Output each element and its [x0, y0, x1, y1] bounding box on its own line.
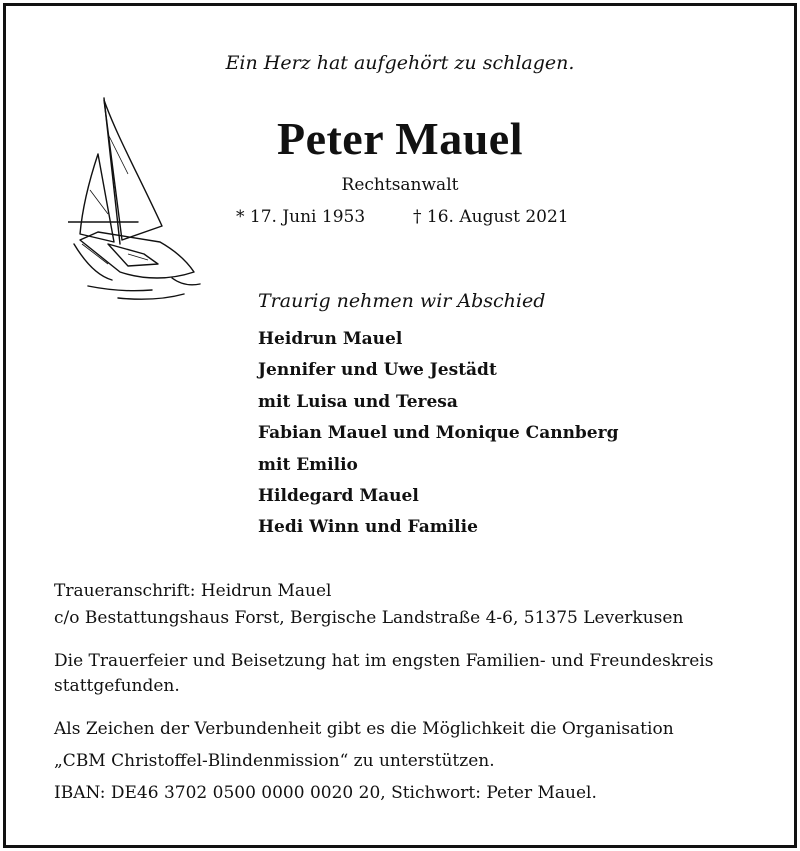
mourner-name: Hedi Winn und Familie — [258, 517, 478, 538]
ceremony-line: stattgefunden. — [54, 676, 180, 696]
mourner-name: mit Luisa und Teresa — [258, 391, 458, 412]
donation-line: Als Zeichen der Verbundenheit gibt es die Möglichkeit die Organisation — [54, 719, 674, 739]
mourner-name: Hildegard Mauel — [258, 485, 419, 506]
address-line: c/o Bestattungshaus Forst, Bergische Landstraße 4-6, 51375 Leverkusen — [54, 608, 684, 628]
farewell-line: Traurig nehmen wir Abschied — [258, 290, 546, 312]
ceremony-line: Die Trauerfeier und Beisetzung hat im engsten Familien- und Freundeskreis — [54, 651, 714, 671]
mourner-name: Heidrun Mauel — [258, 329, 403, 349]
mourner-name: mit Emilio — [258, 454, 358, 475]
donation-line: „CBM Christoffel-Blindenmission“ zu unterstützen. — [54, 751, 495, 771]
birth-date: * 17. Juni 1953 — [236, 207, 366, 227]
address-line: Traueranschrift: Heidrun Mauel — [54, 581, 332, 601]
deceased-name: Peter Mauel — [276, 113, 524, 164]
mourner-name: Jennifer und Uwe Jestädt — [258, 360, 497, 381]
motto: Ein Herz hat aufgehört zu schlagen. — [225, 52, 575, 74]
mourner-name: Fabian Mauel und Monique Cannberg — [258, 423, 619, 444]
mourners-list — [258, 328, 618, 548]
donation-line: IBAN: DE46 3702 0500 0000 0020 20, Stichwort: Peter Mauel. — [54, 783, 597, 803]
profession: Rechtsanwalt — [341, 175, 459, 195]
death-date: † 16. August 2021 — [413, 207, 569, 227]
